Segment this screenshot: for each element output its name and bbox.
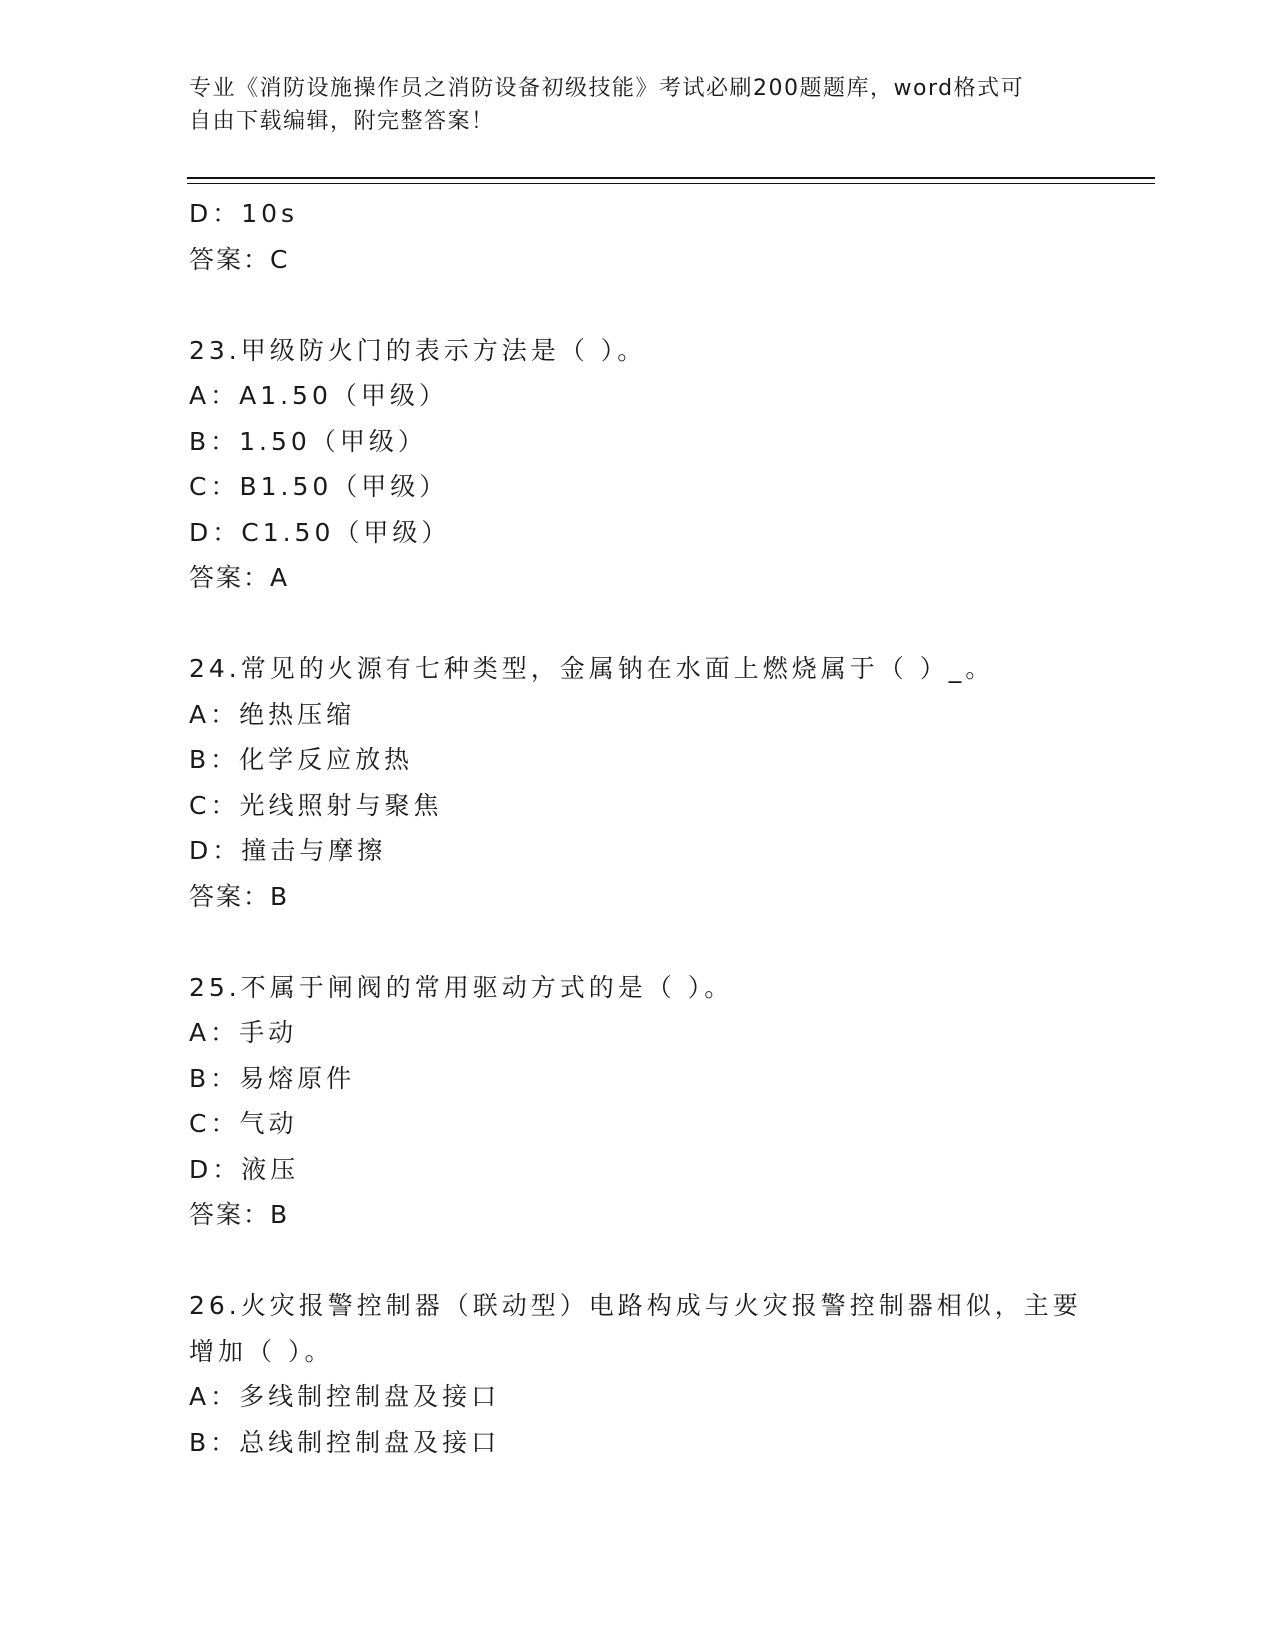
option-c: C：光线照射与聚焦 [189,790,443,820]
question-block-24 [189,646,1089,919]
option-b: B：总线制控制盘及接口 [189,1427,501,1457]
option-d: D：液压 [189,1154,300,1184]
option-a: A：绝热压缩 [189,699,356,729]
option-d: D：10s [189,199,299,228]
answer-line: 答案：A [189,563,290,592]
question-stem: 25.不属于闸阀的常用驱动方式的是（ ）。 [189,972,734,1002]
header-divider-thick [187,177,1155,179]
answer-line: 答案：B [189,881,290,911]
option-b: B：化学反应放热 [189,745,414,774]
question-block-26 [189,1283,1089,1465]
spacer [189,919,1089,965]
header-divider-thin [187,183,1155,184]
answer-line: 答案：B [189,1200,290,1229]
document-header [189,72,1089,138]
header-title-line-2: 自由下载编辑，附完整答案！ [189,109,495,134]
spacer [189,601,1089,647]
spacer [189,282,1089,328]
option-b: B：易熔原件 [189,1063,356,1093]
option-d: D：C1.50（甲级） [189,517,451,547]
question-stem: 24.常见的火源有七种类型，金属钠在水面上燃烧属于（ ）_。 [189,654,995,683]
header-title-line-1: 专业《消防设施操作员之消防设备初级技能》考试必刷200题题库，word格式可 [189,76,1025,101]
question-stem-line-2: 增加（ ）。 [189,1336,334,1366]
option-a: A：手动 [189,1018,298,1047]
question-list [189,191,1089,1465]
option-c: C：B1.50（甲级） [189,472,449,501]
spacer [189,1238,1089,1284]
option-d: D：撞击与摩擦 [189,836,387,865]
question-block-23 [189,328,1089,601]
option-a: A：A1.50（甲级） [189,381,448,410]
option-c: C：气动 [189,1109,298,1138]
question-stem-line-1: 26.火灾报警控制器（联动型）电路构成与火灾报警控制器相似，主要 [189,1291,1082,1320]
option-b: B：1.50（甲级） [189,426,427,456]
answer-line: 答案：C [189,244,290,274]
question-stem: 23.甲级防火门的表示方法是（ ）。 [189,335,647,365]
option-a: A：多线制控制盘及接口 [189,1382,501,1411]
question-block-25 [189,965,1089,1238]
